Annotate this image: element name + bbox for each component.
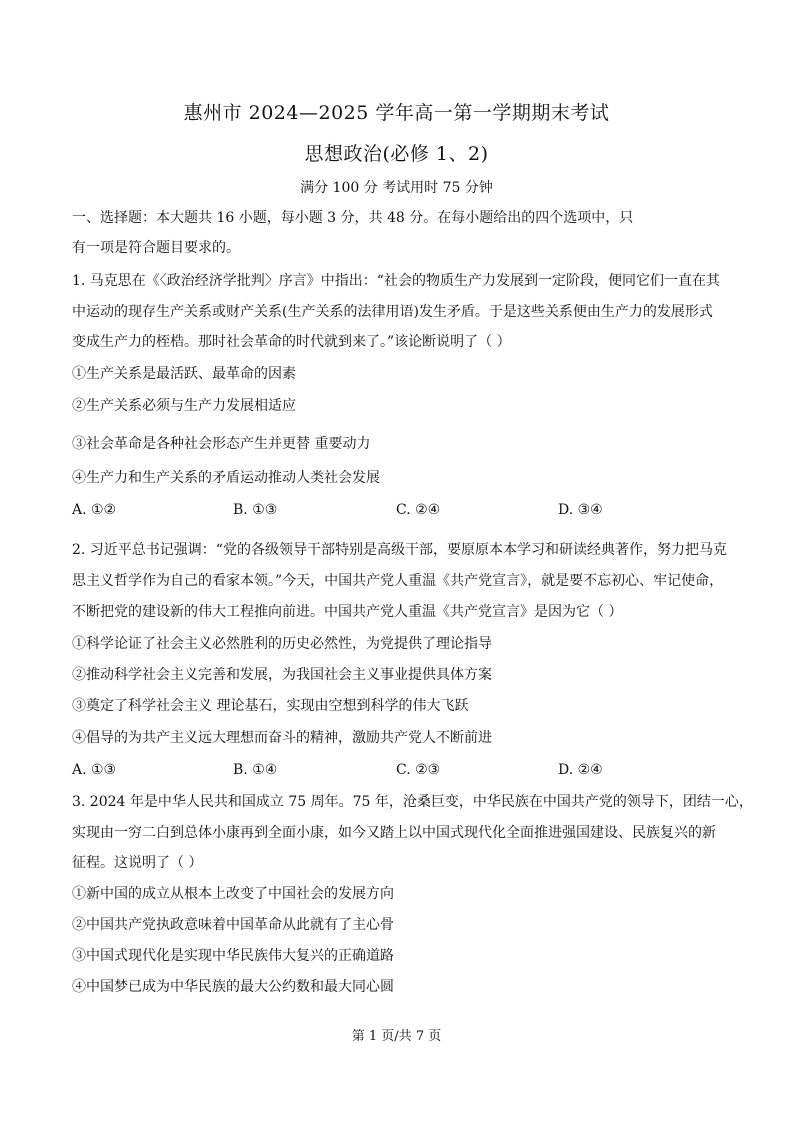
- statement: ②推动科学社会主义完善和发展，为我国社会主义事业提供具体方案: [72, 667, 492, 683]
- statement: ④倡导的为共产主义远大理想而奋斗的精神，激励共产党人不断前进: [72, 730, 492, 746]
- page-number: 第 1 页/共 7 页: [351, 1029, 442, 1044]
- statement: ④中国梦已成为中华民族的最大公约数和最大同心圆: [72, 979, 394, 995]
- statement: ②生产关系必须与生产力发展相适应: [72, 398, 296, 414]
- exam-meta: 满分 100 分 考试用时 75 分钟: [300, 180, 493, 196]
- option-c: C. ②④: [396, 502, 441, 518]
- question-stem-line: 1. 马克思在《〈政治经济学批判〉序言》中指出：“社会的物质生产力发展到一定阶段，便同它们一直在其: [72, 273, 720, 289]
- statement: ③社会革命是各种社会形态产生并更替 重要动力: [72, 436, 371, 452]
- statement: ①科学论证了社会主义必然胜利的历史必然性，为党提供了理论指导: [72, 636, 492, 652]
- statement: ③奠定了科学社会主义 理论基石，实现由空想到科学的伟大飞跃: [72, 698, 469, 714]
- exam-title: 惠州市 2024—2025 学年高一第一学期期末考试: [183, 102, 610, 124]
- question-stem-line: 征程。这说明了（ ）: [72, 855, 203, 871]
- statement: ②中国共产党执政意味着中国革命从此就有了主心骨: [72, 917, 394, 933]
- option-a: A. ①③: [72, 762, 117, 778]
- option-a: A. ①②: [72, 502, 117, 518]
- question-stem-line: 变成生产力的桎梏。那时社会革命的时代就到来了。”该论断说明了（ ）: [72, 334, 511, 350]
- question-stem-line: 3. 2024 年是中华人民共和国成立 75 周年。75 年，沧桑巨变，中华民族在中国共产党的领导下，团结一心，: [72, 794, 753, 810]
- question-stem-line: 中运动的现存生产关系或财产关系(生产关系的法律用语)发生矛盾。于是这些关系便由生产力的发展形式: [72, 304, 713, 320]
- option-b: B. ①④: [233, 762, 278, 778]
- statement: ①新中国的成立从根本上改变了中国社会的发展方向: [72, 886, 394, 902]
- section-intro-line: 一、选择题：本大题共 16 小题，每小题 3 分，共 48 分。在每小题给出的四个选项中，只: [72, 210, 634, 226]
- option-d: D. ②④: [558, 762, 603, 778]
- exam-subject: 思想政治(必修 1、2): [304, 143, 489, 165]
- statement: ③中国式现代化是实现中华民族伟大复兴的正确道路: [72, 948, 394, 964]
- question-stem-line: 不断把党的建设新的伟大工程推向前进。中国共产党人重温《共产党宣言》是因为它（ ）: [72, 604, 623, 620]
- option-c: C. ②③: [396, 762, 441, 778]
- section-intro-line: 有一项是符合题目要求的。: [72, 240, 240, 256]
- question-stem-line: 思主义哲学作为自己的看家本领。”今天，中国共产党人重温《共产党宣言》，就是要不忘初心、牢记使命，: [72, 573, 724, 589]
- question-stem-line: 2. 习近平总书记强调：“党的各级领导干部特别是高级干部，要原原本本学习和研读经典著作，努力把马克: [72, 542, 727, 558]
- option-b: B. ①③: [233, 502, 278, 518]
- statement: ①生产关系是最活跃、最革命的因素: [72, 366, 296, 382]
- statement: ④生产力和生产关系的矛盾运动推动人类社会发展: [72, 470, 380, 486]
- question-stem-line: 实现由一穷二白到总体小康再到全面小康，如今又踏上以中国式现代化全面推进强国建设、民族复兴的新: [72, 825, 716, 841]
- option-d: D. ③④: [558, 502, 603, 518]
